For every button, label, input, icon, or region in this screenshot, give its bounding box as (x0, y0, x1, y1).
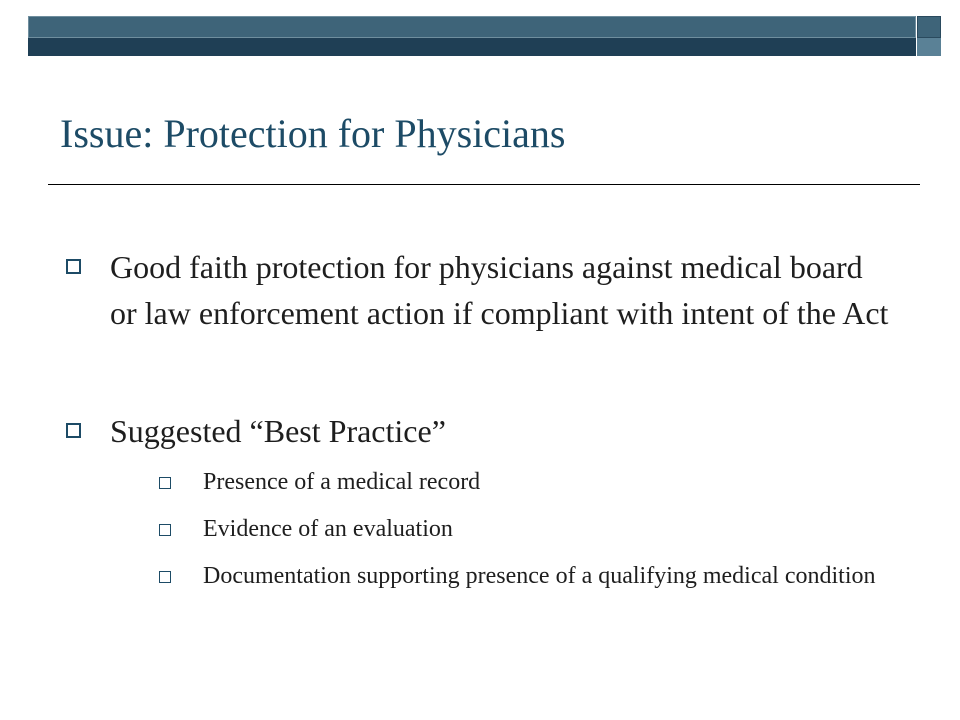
bullet-item (110, 408, 890, 454)
sub-bullet-item (203, 512, 903, 546)
square-bullet-icon (159, 477, 171, 489)
header-banner (28, 16, 942, 56)
banner-square-bottom (917, 38, 941, 56)
square-bullet-icon (159, 524, 171, 536)
banner-bar-bottom (28, 38, 916, 56)
banner-bar-top (28, 16, 916, 38)
sub-bullet-text: Evidence of an evaluation (203, 516, 453, 542)
bullet-text: Good faith protection for physicians against medical board or law enforcement action if compliant with intent of the Act (110, 249, 889, 331)
square-bullet-icon (66, 259, 81, 274)
square-bullet-icon (159, 571, 171, 583)
square-bullet-icon (66, 423, 81, 438)
sub-bullet-item (203, 465, 903, 499)
sub-bullet-item (203, 559, 903, 593)
banner-square-top (917, 16, 941, 38)
bullet-item (110, 244, 890, 336)
title-divider (48, 184, 920, 185)
bullet-text: Suggested “Best Practice” (110, 413, 446, 449)
slide-title: Issue: Protection for Physicians (60, 111, 566, 156)
sub-bullet-text: Presence of a medical record (203, 469, 481, 495)
sub-bullet-text: Documentation supporting presence of a qualifying medical condition (203, 563, 876, 589)
